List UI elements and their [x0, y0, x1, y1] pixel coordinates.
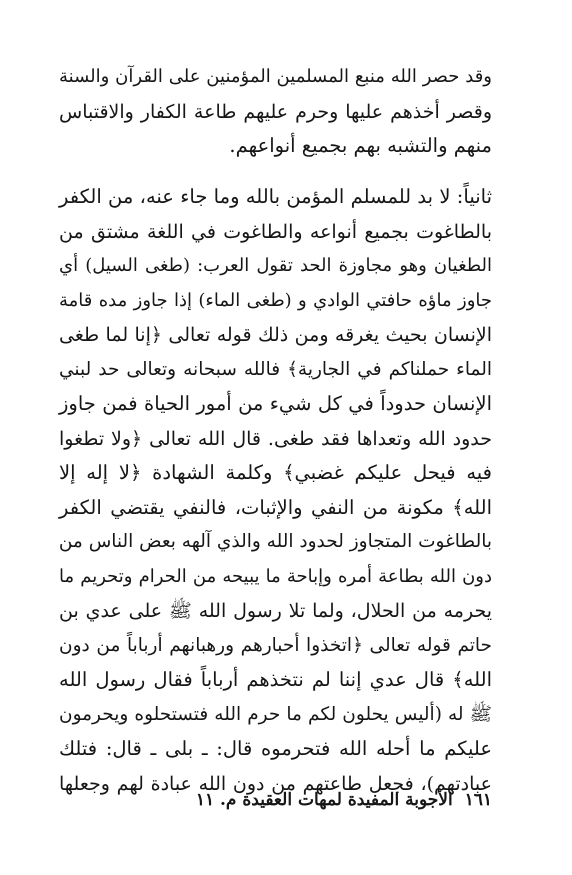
paragraph-2: [59, 180, 492, 801]
footer-title: الأجوبة المفيدة لمهات العقيدة م. ١١: [195, 790, 453, 810]
text-line: ثانياً: لا بد للمسلم المؤمن بالله وما جاء عنه، من الكفر: [59, 185, 492, 208]
text-line: دون الله بطاعة أمره وإباحة ما يبيحه من الحرام وتحريم ما: [59, 565, 492, 587]
text-line: فيه فيحل عليكم غضبي﴾ وكلمة الشهادة ﴿لا إله إلا: [59, 461, 492, 484]
text-line: وقد حصر الله منبع المسلمين المؤمنين على القرآن والسنة: [59, 66, 492, 87]
text-line: ﷺ له (أليس يحلون لكم ما حرم الله فتستحلوه ويحرمون: [59, 703, 492, 725]
text-line: الماء حملناكم في الجارية﴾ فالله سبحانه وتعالى حد لبني: [59, 358, 492, 380]
text-line: يحرمه من الحلال، ولما تلا رسول الله ﷺ على عدي بن: [59, 600, 492, 622]
text-line: منهم والتشبه بهم بجميع أنواعهم.: [229, 134, 492, 157]
text-line: الإنسان بحيث يغرقه ومن ذلك قوله تعالى ﴿إنا لما طغى: [59, 324, 492, 346]
text-line: الله﴾ قال عدي إننا لم نتخذهم أرباباً فقال رسول الله: [59, 668, 492, 691]
text-line: الله﴾ مكونة من النفي والإثبات، فالنفي يقتضي الكفر: [59, 495, 492, 519]
page-footer: [59, 790, 492, 810]
text-line: حاتم قوله تعالى ﴿اتخذوا أحبارهم ورهبانهم أرباباً من دون: [59, 634, 492, 656]
text-line: بالطاغوت المتجاوز لحدود الله والذي آلهه بعض الناس من: [58, 531, 492, 552]
text-line: عبادتهم)، فجعل طاعتهم من دون الله عبادة لهم وجعلها: [59, 772, 492, 795]
paragraph-1: [59, 60, 492, 164]
text-line: جاوز ماؤه حافتي الوادي و (طغى الماء) إذا جاوز مده قامة: [59, 289, 492, 311]
text-line: بالطاغوت بجميع أنواعه والطاغوت في اللغة مشتق من: [59, 220, 492, 243]
text-line: حدود الله وتعداها فقد طغى. قال الله تعالى ﴿ولا تطغوا: [59, 427, 492, 450]
text-line: عليكم ما أحله الله فتحرموه قال: ـ بلى ـ قال: فتلك: [59, 737, 492, 760]
text-line: وقصر أخذهم عليها وحرم عليهم طاعة الكفار والاقتباس: [59, 100, 492, 123]
text-line: الطغيان وهو مجاوزة الحد تقول العرب: (طغى السيل) أي: [59, 255, 492, 276]
page-number: ١٦١: [464, 790, 492, 810]
text-line: الإنسان حدوداً في كل شيء من أمور الحياة فمن جاوز: [59, 392, 492, 415]
